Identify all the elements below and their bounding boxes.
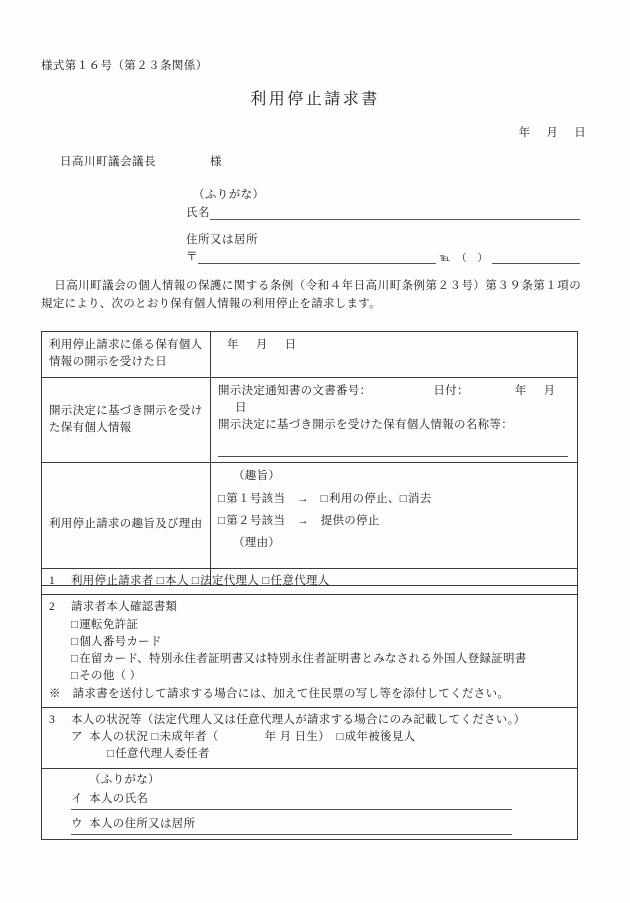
purpose-option-1-sub2-label: 消去 (407, 492, 432, 505)
purpose-option-1-sub1-label: 利用の停止、 (328, 492, 400, 505)
item-1-number: 1 (49, 575, 56, 587)
checkbox-icon[interactable]: □ (218, 492, 226, 505)
postal-symbol: 〒 (186, 251, 198, 263)
telephone-input-rule[interactable] (492, 250, 580, 264)
item-3-sub-b-marker: イ (71, 792, 83, 805)
item-3-sub-c-label: 本人の住所又は居所 (89, 818, 196, 830)
addressee-name: 日高川町議会議長 (60, 156, 156, 168)
disclosure-day-label: 日 (284, 339, 297, 351)
checkbox-icon[interactable]: □ (320, 492, 328, 505)
form-number: 様式第１６号（第２３条関係） (41, 60, 208, 72)
item-3-furigana: （ふりがな） (89, 773, 160, 786)
item-1-label: 利用停止請求者 (71, 575, 154, 587)
cell-item-3-names[interactable] (42, 768, 578, 840)
table-row (42, 569, 578, 595)
item-3-sub-c-text (71, 816, 195, 835)
row-label-disclosed-info: 開示決定に基づき開示を受けた保有個人情報 (42, 377, 211, 463)
table-row (42, 332, 578, 378)
row-label-disclosure-date: 利用停止請求に係る保有個人情報の開示を受けた日 (42, 332, 211, 378)
table-main (41, 331, 578, 586)
cell-disclosure-date[interactable] (211, 332, 578, 378)
table-row (42, 768, 578, 840)
item-2-label: 請求者本人確認書類 (71, 601, 178, 614)
checkbox-icon[interactable]: □ (71, 670, 79, 683)
checkbox-icon[interactable]: □ (336, 731, 344, 743)
cell-disclosed-info[interactable] (211, 377, 578, 463)
notice-day-label: 日 (235, 401, 247, 414)
item-1-option-2: 任意代理人 (270, 575, 330, 587)
item-2-option-row[interactable] (49, 651, 570, 668)
item-3-minor-year: 年 (264, 731, 277, 743)
applicant-block (186, 186, 580, 264)
cell-item-3[interactable] (42, 707, 578, 768)
checkbox-icon[interactable]: □ (218, 514, 226, 527)
item-3-delegator-label: 任意代理人委任者 (115, 748, 210, 761)
date-month-label: 月 (546, 127, 559, 139)
name-field-row (186, 204, 580, 220)
statement-paragraph (41, 278, 581, 314)
row-label-purpose-reason: 利用停止請求の趣旨及び理由 (42, 463, 211, 586)
item-2-option-2: 在留カード、特別永住者証明書又は特別永住者証明書とみなされる外国人登録証明書 (79, 653, 527, 665)
page-title: 利用停止請求書 (250, 91, 380, 108)
reason-heading: （理由） (233, 537, 281, 549)
item-3-adult-ward-label: 成年被後見人 (344, 731, 416, 743)
cell-item-2[interactable] (42, 595, 578, 708)
item-3-number: 3 (49, 713, 56, 726)
item-2-option-1: 個人番号カード (79, 635, 162, 648)
item-3-sub-c[interactable] (49, 816, 570, 835)
item-3-sub-b-input-rule[interactable] (148, 795, 512, 810)
checkbox-icon[interactable]: □ (156, 575, 165, 587)
item-2-option-row[interactable] (49, 617, 570, 634)
address-field-row (186, 248, 580, 264)
checkbox-icon[interactable]: □ (71, 618, 79, 631)
purpose-heading: （趣旨） (233, 470, 281, 483)
purpose-option-1[interactable] (218, 491, 570, 508)
item-3-sub-a[interactable] (49, 729, 570, 746)
item-3-sub-c-input-rule[interactable] (195, 820, 512, 835)
addressee-honorific: 様 (210, 156, 222, 168)
telephone-label: ℡ （ ） (439, 253, 488, 264)
item-3-minor-day: 日生） (294, 731, 331, 743)
item-2-option-3: その他（ ） (79, 670, 142, 683)
item-3-sub-a-marker: ア (71, 731, 83, 743)
name-input-rule[interactable] (210, 206, 580, 220)
checkbox-icon[interactable]: □ (107, 748, 115, 761)
purpose-option-2-label: 第２号該当 → 提供の停止 (226, 514, 380, 527)
statement-text: 日高川町議会の個人情報の保護に関する条例（令和４年日高川町条例第２３号）第３９条第１項の規定により、次のとおり保有個人情報の利用停止を請求します。 (41, 280, 581, 310)
address-label: 住所又は居所 (186, 234, 258, 246)
item-3-sub-c-marker: ウ (71, 818, 83, 830)
notice-date-label: 日付： (433, 384, 469, 397)
checkbox-icon[interactable]: □ (191, 575, 200, 587)
item-2-number: 2 (49, 601, 56, 614)
disclosure-year-label: 年 (227, 339, 239, 351)
name-label: 氏名 (186, 207, 210, 219)
checkbox-icon[interactable]: □ (399, 492, 407, 505)
disclosed-info-name-label: 開示決定に基づき開示を受けた保有個人情報の名称等： (218, 419, 513, 431)
notice-month-label: 月 (543, 384, 556, 397)
disclosure-month-label: 月 (255, 339, 268, 351)
item-3-minor-label: 未成年者（ (159, 731, 219, 743)
purpose-option-2[interactable] (218, 513, 570, 530)
checkbox-icon[interactable]: □ (151, 731, 159, 743)
item-3-sub-a-label: 本人の状況 (89, 731, 149, 743)
item-3-heading (49, 712, 570, 729)
addressee (60, 153, 222, 169)
cell-item-1[interactable] (42, 569, 578, 595)
disclosed-info-input-rule[interactable] (218, 455, 568, 457)
item-3-minor-month: 月 (279, 731, 292, 743)
item-3-sub-b[interactable] (49, 791, 570, 810)
item-3-sub-a-opt3[interactable] (49, 746, 570, 763)
purpose-option-1-label: 第１号該当 → (226, 492, 321, 505)
item-3-sub-b-label: 本人の氏名 (89, 792, 149, 805)
item-2-option-row[interactable] (49, 668, 570, 685)
item-2-note: ※ 請求書を送付して請求する場合には、加えて住民票の写し等を添付してください。 (49, 687, 510, 700)
table-sub (41, 568, 578, 840)
item-2-option-0: 運転免許証 (79, 618, 139, 631)
date-year-label: 年 (518, 127, 531, 139)
table-row (42, 595, 578, 708)
table-row (42, 707, 578, 768)
checkbox-icon[interactable]: □ (262, 575, 270, 587)
notice-document-number-line (218, 383, 570, 418)
item-3-sub-b-text (71, 791, 148, 810)
notice-year-label: 年 (514, 384, 527, 397)
item-2-heading (49, 599, 570, 616)
date-line (519, 124, 586, 140)
date-day-label: 日 (574, 127, 586, 139)
furigana-label: （ふりがな） (193, 189, 265, 201)
address-input-rule[interactable] (198, 250, 436, 264)
notice-doc-no-label: 開示決定通知書の文書番号： (218, 384, 372, 397)
checkbox-icon[interactable]: □ (71, 635, 79, 648)
table-row (42, 377, 578, 463)
item-2-option-row[interactable] (49, 634, 570, 651)
item-1-option-1: 法定代理人 (200, 575, 260, 587)
checkbox-icon[interactable]: □ (71, 653, 79, 665)
item-3-label: 本人の状況等（法定代理人又は任意代理人が請求する場合にのみ記載してください。） (71, 713, 526, 726)
item-1-option-0: 本人 (165, 575, 189, 587)
